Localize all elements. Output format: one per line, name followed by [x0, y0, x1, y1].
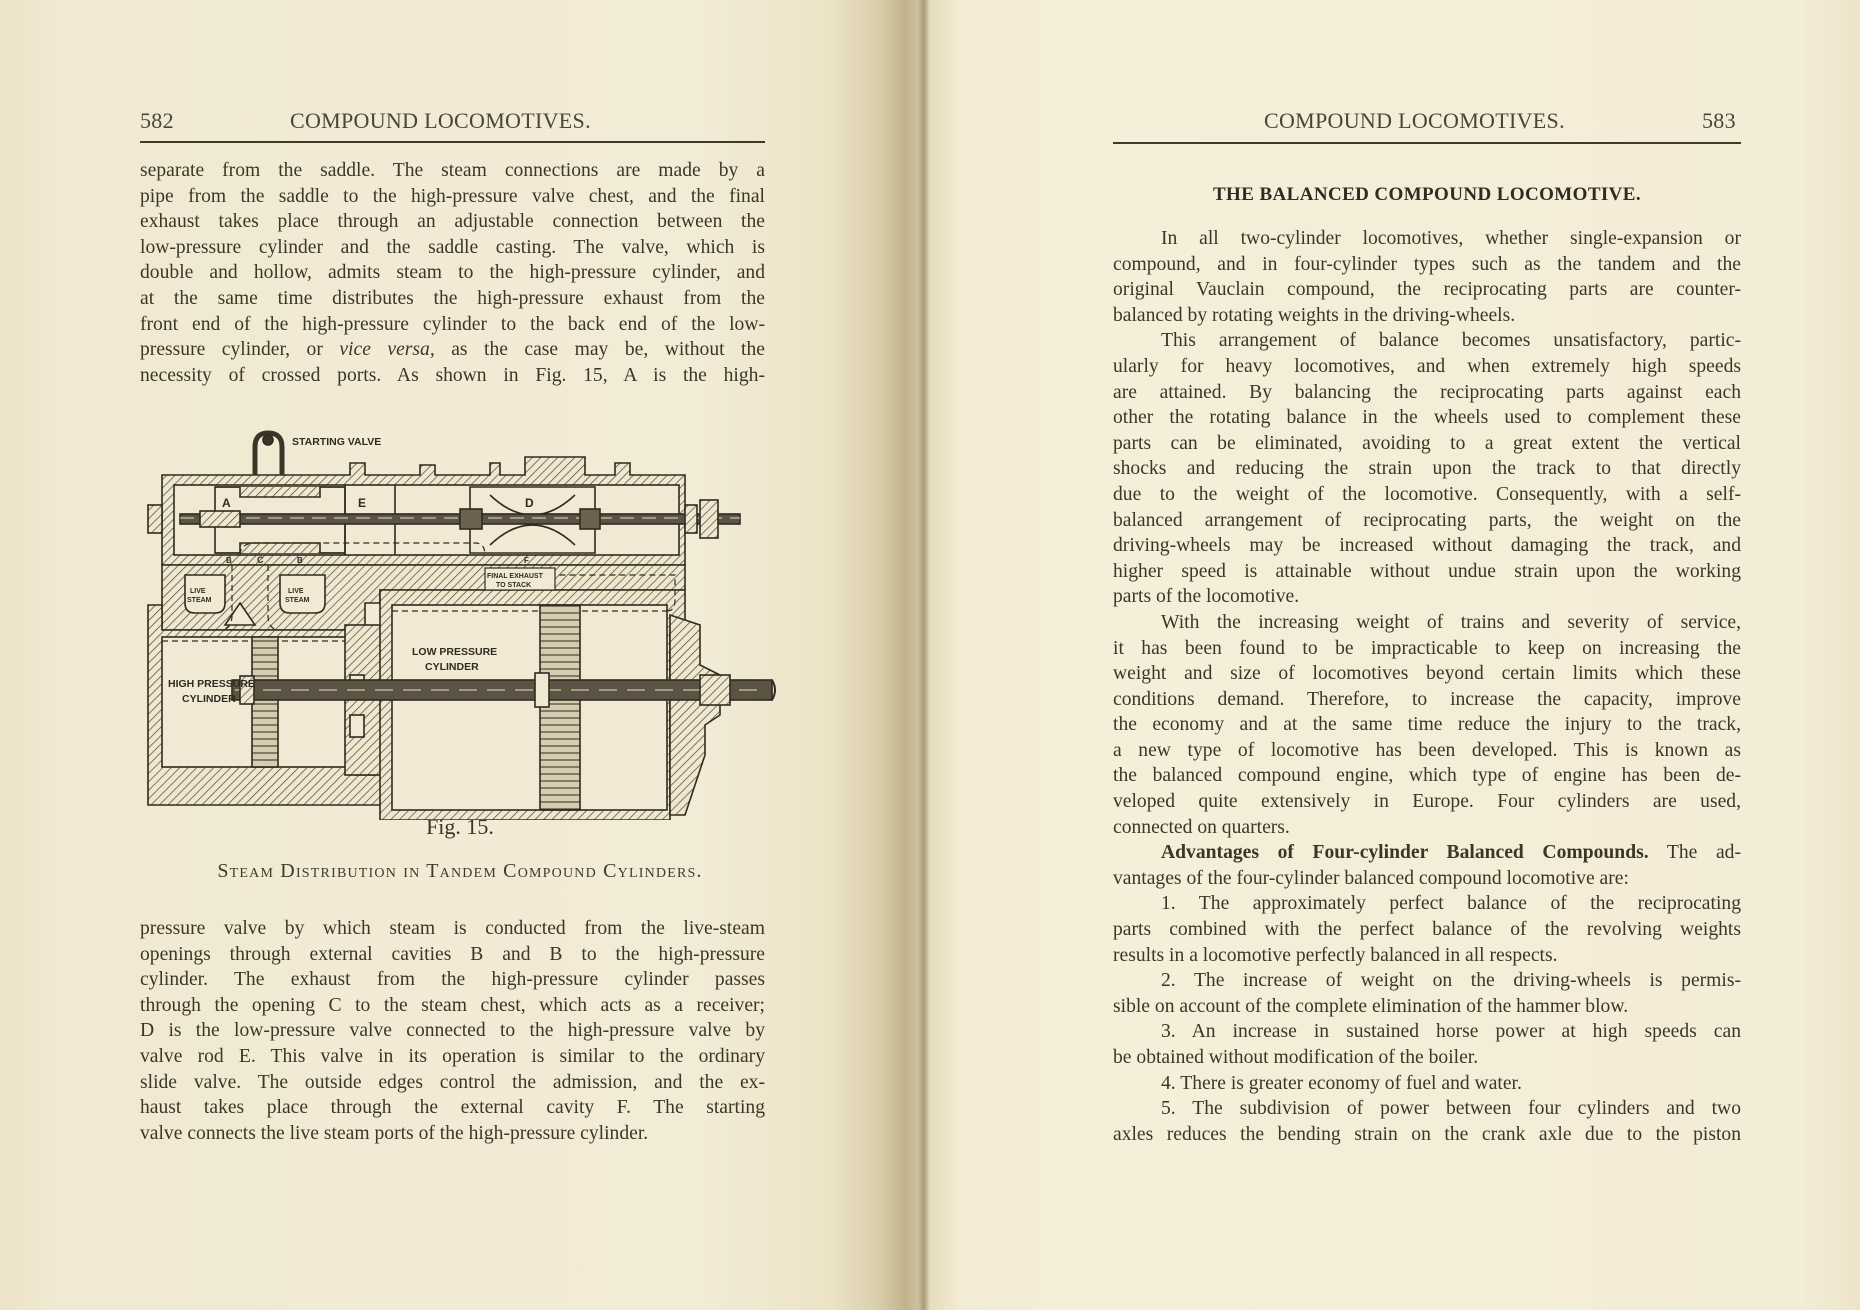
advantages-heading-line — [1113, 840, 1741, 866]
label-low-pressure-a: LOW PRESSURE — [412, 646, 498, 658]
text-line: pressure valve by which steam is conducted from the live-steam — [140, 918, 765, 939]
text-line: front end of the high-pressure cylinder to the back end of the low- — [140, 313, 765, 335]
text-line: veloped quite extensively in Europe. Four cylinders are used, — [1113, 791, 1741, 813]
label-a: A — [222, 496, 231, 510]
advantage-item-3: 3. An increase in sustained horse power at high speeds can — [1161, 1021, 1741, 1043]
italic-phrase: vice versa, — [339, 339, 435, 361]
text-line: at the same time distributes the high-pressure exhaust from the — [140, 287, 765, 309]
head-rule-right — [1113, 142, 1741, 144]
label-c: C — [257, 555, 264, 565]
text-line: parts can be eliminated, avoiding to a great extent the vertical — [1113, 432, 1741, 454]
text-fragment: The ad- — [1648, 842, 1741, 864]
text-line: conditions demand. Therefore, to increase the capacity, improve — [1113, 688, 1741, 710]
text-fragment: as the case may be, without the — [434, 339, 765, 361]
right-page — [925, 0, 1860, 1310]
text-line: cylinder. The exhaust from the high-pressure cylinder passes — [140, 969, 765, 991]
label-live-steam-1b: STEAM — [187, 597, 212, 604]
text-line: are attained. By balancing the reciprocating parts against each — [1113, 381, 1741, 403]
text-line: weight and size of locomotives beyond certain limits which these — [1113, 663, 1741, 685]
text-line: valve connects the live steam ports of the high-pressure cylinder. — [140, 1122, 649, 1144]
paragraph-top-left — [140, 158, 765, 388]
text-line: higher speed is attainable without undue strain upon the working — [1113, 560, 1741, 582]
label-low-pressure-b: CYLINDER — [425, 661, 479, 673]
text-line: ularly for heavy locomotives, and when extremely high speeds — [1113, 355, 1741, 377]
text-line: compound, and in four-cylinder types such as the tandem and the — [1113, 253, 1741, 275]
label-b-right: B — [297, 556, 303, 565]
text-line: slide valve. The outside edges control the admission, and the ex- — [140, 1071, 765, 1093]
section-title: THE BALANCED COMPOUND LOCOMOTIVE. — [1212, 184, 1642, 205]
figure-caption: Steam Distribution in Tandem Compound Cylinders. — [217, 860, 703, 882]
text-line: results in a locomotive perfectly balanced in all respects. — [1113, 944, 1558, 966]
label-high-pressure-b: CYLINDER — [182, 693, 236, 705]
text-fragment: pressure cylinder, or — [140, 339, 340, 361]
text-line: In all two-cylinder locomotives, whether single-expansion or — [1161, 228, 1741, 249]
text-line: exhaust takes place through an adjustable connection between the — [140, 211, 765, 233]
text-line: openings through external cavities B and B to the high-pressure — [140, 943, 765, 965]
advantages-heading: Advantages of Four-cylinder Balanced Compounds. — [1161, 842, 1649, 864]
label-e: E — [358, 496, 367, 510]
text-line: D is the low-pressure valve connected to the high-pressure valve by — [140, 1020, 765, 1042]
head-rule-left — [140, 141, 765, 143]
page-number-right: 583 — [1702, 108, 1736, 133]
text-line: separate from the saddle. The steam connections are made by a — [140, 160, 765, 181]
figure-number: Fig. 15. — [426, 814, 494, 839]
text-line: the balanced compound engine, which type of engine has been de- — [1113, 765, 1741, 787]
text-line: This arrangement of balance becomes unsatisfactory, partic- — [1161, 330, 1741, 352]
text-line: due to the weight of the locomotive. Consequently, with a self- — [1113, 483, 1741, 505]
text-line: balanced by rotating weights in the driving-wheels. — [1113, 304, 1516, 326]
text-line: low-pressure cylinder and the saddle casting. The valve, which is — [140, 236, 765, 258]
text-line: With the increasing weight of trains and severity of service, — [1161, 611, 1741, 633]
running-head-left: COMPOUND LOCOMOTIVES. — [290, 108, 591, 133]
text-line: axles reduces the bending strain on the crank axle due to the piston — [1113, 1123, 1741, 1145]
text-line: necessity of crossed ports. As shown in Fig. 15, A is the high- — [140, 364, 765, 386]
label-f: F — [524, 556, 529, 565]
label-live-steam-2b: STEAM — [285, 597, 310, 604]
label-live-steam-1a: LIVE — [190, 588, 206, 595]
running-head-right: COMPOUND LOCOMOTIVES. — [1264, 108, 1565, 133]
text-line: shocks and reducing the strain upon the track to that directly — [1113, 458, 1741, 480]
label-final-exhaust-a: FINAL EXHAUST — [487, 573, 543, 580]
text-line: a new type of locomotive has been developed. This is known as — [1113, 739, 1741, 761]
text-line: sible on account of the complete elimination of the hammer blow. — [1113, 995, 1629, 1017]
label-live-steam-2a: LIVE — [288, 588, 304, 595]
label-final-exhaust-b: TO STACK — [496, 582, 532, 589]
text-line: pipe from the saddle to the high-pressure valve chest, and the final — [140, 185, 765, 207]
text-line: vantages of the four-cylinder balanced compound locomotive are: — [1113, 867, 1629, 889]
right-page-body — [1113, 226, 1741, 1147]
advantage-item-1: 1. The approximately perfect balance of the reciprocating — [1161, 893, 1741, 915]
label-starting-valve: STARTING VALVE — [292, 436, 382, 448]
text-line: other the rotating balance in the wheels used to complement these — [1113, 407, 1741, 429]
text-line: be obtained without modification of the boiler. — [1113, 1047, 1479, 1068]
text-line: valve rod E. This valve in its operation is similar to the ordinary — [140, 1045, 765, 1067]
text-line: haust takes place through the external cavity F. The starting — [140, 1097, 765, 1119]
label-d: D — [525, 496, 534, 510]
figure-15-tandem-compound-diagram — [140, 425, 780, 820]
text-line: original Vauclain compound, the reciprocating parts are counter- — [1113, 279, 1741, 301]
text-line: it has been found to be impracticable to keep on increasing the — [1113, 637, 1741, 659]
advantage-item-4: 4. There is greater economy of fuel and water. — [1161, 1072, 1522, 1094]
text-line: driving-wheels may be increased without damaging the track, and — [1113, 535, 1741, 557]
page-number-left: 582 — [140, 108, 174, 133]
text-line-with-italic — [140, 337, 765, 363]
left-page — [0, 0, 915, 1310]
advantage-item-5: 5. The subdivision of power between four cylinders and two — [1161, 1098, 1741, 1120]
text-line: the economy and at the same time reduce the injury to the track, — [1113, 714, 1741, 736]
text-line: parts combined with the perfect balance of the revolving weights — [1113, 919, 1741, 941]
text-line: connected on quarters. — [1113, 816, 1290, 838]
paragraph-bottom-left — [140, 916, 765, 1146]
text-line: double and hollow, admits steam to the high-pressure cylinder, and — [140, 262, 765, 284]
label-high-pressure-a: HIGH PRESSURE — [168, 678, 255, 690]
text-line: parts of the locomotive. — [1113, 586, 1300, 608]
advantage-item-2: 2. The increase of weight on the driving-wheels is permis- — [1161, 970, 1741, 992]
text-line: balanced arrangement of reciprocating parts, the weight on the — [1113, 509, 1741, 531]
label-b-left: B — [226, 556, 232, 565]
text-line: through the opening C to the steam chest, which acts as a receiver; — [140, 994, 765, 1016]
